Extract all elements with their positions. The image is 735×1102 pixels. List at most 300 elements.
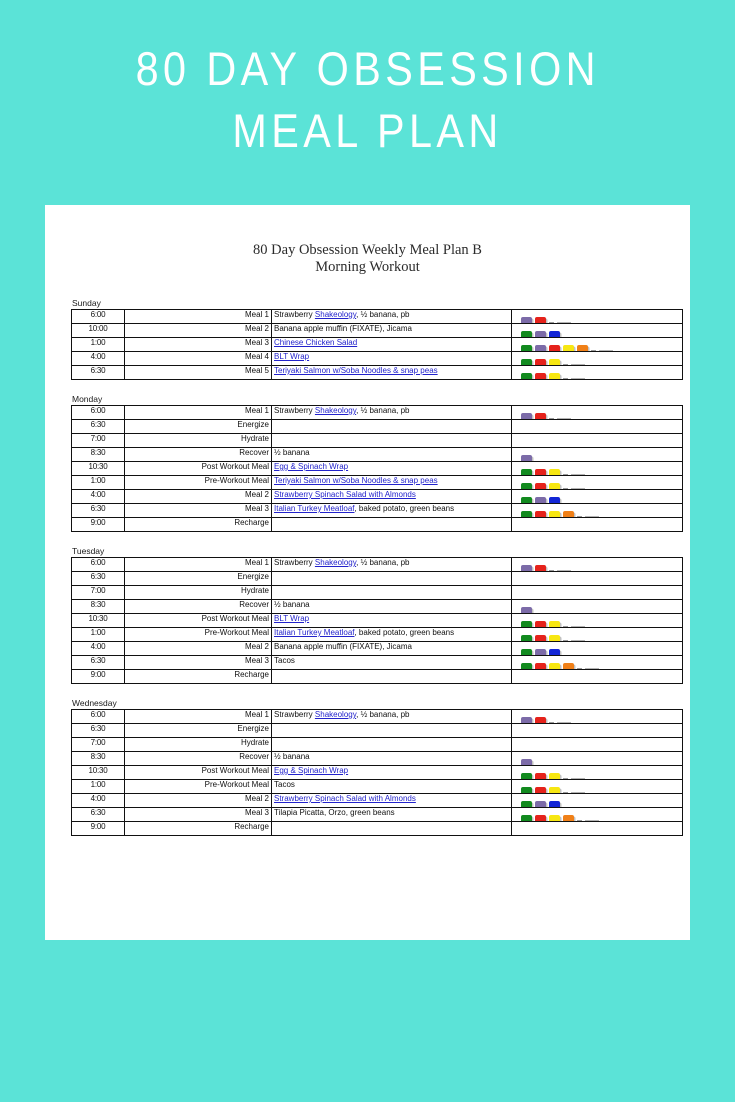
cell-meal-label: Post Workout Meal: [125, 614, 272, 628]
cell-food: [272, 710, 512, 724]
cell-food: [272, 420, 512, 434]
cell-time: 1:00: [72, 476, 125, 490]
food-text: Strawberry: [274, 558, 315, 567]
table-row: [72, 490, 683, 504]
cell-containers: [512, 518, 683, 532]
cell-time: 9:00: [72, 670, 125, 684]
food-text: Tacos: [274, 780, 295, 789]
cell-food: [272, 808, 512, 822]
recipe-link[interactable]: Teriyaki Salmon w/Soba Noodles & snap peas: [274, 366, 438, 375]
cell-time: 10:30: [72, 766, 125, 780]
table-row: [72, 406, 683, 420]
day-schedule-table: [71, 557, 683, 684]
day-block: [71, 546, 664, 684]
recipe-link[interactable]: Teriyaki Salmon w/Soba Noodles & snap peas: [274, 476, 438, 485]
food-text: ½ banana: [274, 448, 310, 457]
day-blocks-container: [45, 298, 690, 836]
table-row: [72, 366, 683, 380]
pin-header: [0, 0, 735, 200]
container-swatch-group: [521, 634, 585, 642]
day-block: [71, 394, 664, 532]
cell-containers: [512, 600, 683, 614]
cell-meal-label: Hydrate: [125, 434, 272, 448]
cell-containers: [512, 642, 683, 656]
cell-food: [272, 724, 512, 738]
container-swatch-group: [521, 648, 560, 656]
container-swatch-yellow-icon: [549, 359, 560, 366]
container-swatch-green-icon: [521, 497, 532, 504]
container-swatch-yellow-icon: [549, 773, 560, 780]
table-row: [72, 822, 683, 836]
container-swatch-red-icon: [535, 413, 546, 420]
cell-containers: [512, 628, 683, 642]
cell-meal-label: Post Workout Meal: [125, 462, 272, 476]
cell-containers: [512, 352, 683, 366]
container-swatch-red-icon: [535, 373, 546, 380]
cell-meal-label: Meal 1: [125, 310, 272, 324]
container-swatch-green-icon: [521, 649, 532, 656]
cell-time: 6:30: [72, 724, 125, 738]
container-swatch-group: [521, 786, 585, 794]
cell-containers: [512, 476, 683, 490]
cell-containers: [512, 366, 683, 380]
cell-containers: [512, 614, 683, 628]
container-swatch-red-icon: [535, 621, 546, 628]
cell-time: 8:30: [72, 448, 125, 462]
container-swatch-red-icon: [535, 565, 546, 572]
table-row: [72, 808, 683, 822]
document-title: [45, 205, 690, 276]
cell-containers: [512, 504, 683, 518]
container-swatch-group: [521, 468, 585, 476]
container-swatch-group: [521, 344, 613, 352]
recipe-link[interactable]: Chinese Chicken Salad: [274, 338, 358, 347]
table-row: [72, 462, 683, 476]
container-swatch-purple-icon: [521, 759, 532, 766]
cell-food: [272, 780, 512, 794]
cell-food: [272, 586, 512, 600]
table-row: [72, 476, 683, 490]
container-swatch-green-icon: [521, 815, 532, 822]
food-text: Tacos: [274, 656, 295, 665]
container-swatch-group: [521, 772, 585, 780]
cell-meal-label: Meal 3: [125, 338, 272, 352]
table-row: [72, 670, 683, 684]
container-swatch-red-icon: [535, 773, 546, 780]
container-swatch-blue-icon: [549, 649, 560, 656]
container-swatch-green-icon: [521, 787, 532, 794]
food-text: Strawberry: [274, 310, 315, 319]
cell-meal-label: Energize: [125, 572, 272, 586]
container-swatch-yellow-icon: [549, 621, 560, 628]
cell-containers: [512, 434, 683, 448]
container-swatch-group: [521, 606, 532, 614]
container-swatch-red-icon: [535, 717, 546, 724]
cell-meal-label: Energize: [125, 420, 272, 434]
container-swatch-group: [521, 316, 571, 324]
teaspoon-marker-icon: [563, 377, 585, 380]
cell-time: 6:00: [72, 710, 125, 724]
cell-time: 7:00: [72, 586, 125, 600]
food-text-tail: , ½ banana, pb: [356, 406, 410, 415]
cell-containers: [512, 752, 683, 766]
container-swatch-green-icon: [521, 373, 532, 380]
cell-time: 1:00: [72, 780, 125, 794]
container-swatch-red-icon: [549, 345, 560, 352]
cell-containers: [512, 586, 683, 600]
cell-time: 4:00: [72, 490, 125, 504]
cell-time: 4:00: [72, 642, 125, 656]
cell-meal-label: Energize: [125, 724, 272, 738]
cell-food: [272, 628, 512, 642]
container-swatch-group: [521, 716, 571, 724]
table-row: [72, 656, 683, 670]
document-title-line-2: Morning Workout: [315, 259, 420, 275]
cell-containers: [512, 324, 683, 338]
food-text: Strawberry: [274, 710, 315, 719]
cell-meal-label: Meal 1: [125, 710, 272, 724]
cell-meal-label: Recharge: [125, 822, 272, 836]
day-block: [71, 298, 664, 380]
cell-meal-label: Meal 5: [125, 366, 272, 380]
table-row: [72, 338, 683, 352]
cell-food: [272, 476, 512, 490]
cell-meal-label: Meal 2: [125, 642, 272, 656]
container-swatch-green-icon: [521, 359, 532, 366]
container-swatch-purple-icon: [521, 717, 532, 724]
cell-meal-label: Hydrate: [125, 738, 272, 752]
container-swatch-purple-icon: [535, 497, 546, 504]
container-swatch-purple-icon: [535, 345, 546, 352]
cell-food: [272, 752, 512, 766]
day-label: Monday: [72, 394, 103, 404]
table-row: [72, 352, 683, 366]
cell-containers: [512, 462, 683, 476]
cell-meal-label: Pre-Workout Meal: [125, 780, 272, 794]
container-swatch-orange-icon: [563, 815, 574, 822]
food-text-tail: , ½ banana, pb: [356, 558, 410, 567]
cell-meal-label: Meal 2: [125, 324, 272, 338]
recipe-link[interactable]: Italian Turkey Meatloaf: [274, 504, 355, 513]
table-row: [72, 572, 683, 586]
container-swatch-green-icon: [521, 511, 532, 518]
cell-time: 6:30: [72, 420, 125, 434]
day-label: Sunday: [72, 298, 101, 308]
food-text-tail: , baked potato, green beans: [354, 628, 455, 637]
food-text: ½ banana: [274, 752, 310, 761]
cell-meal-label: Post Workout Meal: [125, 766, 272, 780]
container-swatch-yellow-icon: [549, 511, 560, 518]
day-label: Wednesday: [72, 698, 117, 708]
cell-time: 10:00: [72, 324, 125, 338]
container-swatch-group: [521, 510, 599, 518]
container-swatch-group: [521, 758, 532, 766]
cell-food: [272, 558, 512, 572]
recipe-link[interactable]: Egg & Spinach Wrap: [274, 462, 349, 471]
cell-meal-label: Recharge: [125, 670, 272, 684]
table-row: [72, 738, 683, 752]
cell-containers: [512, 448, 683, 462]
cell-food: [272, 338, 512, 352]
cell-food: [272, 642, 512, 656]
container-swatch-yellow-icon: [563, 345, 574, 352]
day-label: Tuesday: [72, 546, 105, 556]
container-swatch-purple-icon: [535, 649, 546, 656]
food-text: Tilapia Picatta, Orzo, green beans: [274, 808, 395, 817]
container-swatch-red-icon: [535, 787, 546, 794]
recipe-link[interactable]: Shakeology: [314, 558, 357, 567]
food-text: Banana apple muffin (FIXATE), Jicama: [274, 642, 412, 651]
container-swatch-red-icon: [535, 815, 546, 822]
container-swatch-purple-icon: [521, 413, 532, 420]
recipe-link[interactable]: Shakeology: [314, 710, 357, 719]
container-swatch-green-icon: [521, 483, 532, 490]
container-swatch-group: [521, 330, 560, 338]
cell-food: [272, 462, 512, 476]
cell-time: 6:30: [72, 504, 125, 518]
container-swatch-group: [521, 358, 585, 366]
container-swatch-blue-icon: [549, 801, 560, 808]
container-swatch-green-icon: [521, 635, 532, 642]
cell-time: 7:00: [72, 738, 125, 752]
cell-time: 9:00: [72, 518, 125, 532]
cell-meal-label: Meal 2: [125, 794, 272, 808]
cell-containers: [512, 338, 683, 352]
cell-containers: [512, 420, 683, 434]
table-row: [72, 628, 683, 642]
cell-meal-label: Meal 3: [125, 656, 272, 670]
table-row: [72, 586, 683, 600]
table-row: [72, 558, 683, 572]
cell-time: 8:30: [72, 600, 125, 614]
container-swatch-yellow-icon: [549, 373, 560, 380]
recipe-link[interactable]: Strawberry Spinach Salad with Almonds: [274, 490, 416, 499]
recipe-link[interactable]: BLT Wrap: [274, 352, 310, 361]
container-swatch-orange-icon: [577, 345, 588, 352]
container-swatch-group: [521, 620, 585, 628]
meal-plan-paper-card: [45, 205, 690, 940]
recipe-link[interactable]: Shakeology: [314, 310, 357, 319]
container-swatch-purple-icon: [521, 317, 532, 324]
cell-time: 9:00: [72, 822, 125, 836]
cell-time: 1:00: [72, 338, 125, 352]
cell-time: 6:30: [72, 572, 125, 586]
cell-time: 7:00: [72, 434, 125, 448]
pin-title-line-2: MEAL PLAN: [232, 104, 503, 157]
cell-meal-label: Hydrate: [125, 586, 272, 600]
day-schedule-table: [71, 709, 683, 836]
container-swatch-group: [521, 564, 571, 572]
cell-meal-label: Meal 4: [125, 352, 272, 366]
cell-meal-label: Meal 1: [125, 558, 272, 572]
cell-containers: [512, 572, 683, 586]
container-swatch-yellow-icon: [549, 663, 560, 670]
cell-food: [272, 614, 512, 628]
cell-meal-label: Recover: [125, 600, 272, 614]
cell-time: 6:00: [72, 558, 125, 572]
container-swatch-group: [521, 454, 532, 462]
table-row: [72, 324, 683, 338]
cell-containers: [512, 780, 683, 794]
cell-food: [272, 504, 512, 518]
container-swatch-group: [521, 662, 599, 670]
container-swatch-orange-icon: [563, 511, 574, 518]
cell-meal-label: Recover: [125, 752, 272, 766]
cell-time: 6:30: [72, 808, 125, 822]
container-swatch-green-icon: [521, 773, 532, 780]
container-swatch-group: [521, 800, 560, 808]
cell-containers: [512, 558, 683, 572]
table-row: [72, 504, 683, 518]
container-swatch-blue-icon: [549, 331, 560, 338]
container-swatch-blue-icon: [549, 497, 560, 504]
cell-food: [272, 822, 512, 836]
container-swatch-green-icon: [521, 331, 532, 338]
container-swatch-red-icon: [535, 359, 546, 366]
container-swatch-green-icon: [521, 345, 532, 352]
container-swatch-red-icon: [535, 483, 546, 490]
container-swatch-green-icon: [521, 469, 532, 476]
container-swatch-red-icon: [535, 511, 546, 518]
cell-food: [272, 738, 512, 752]
cell-food: [272, 366, 512, 380]
cell-food: [272, 600, 512, 614]
container-swatch-red-icon: [535, 317, 546, 324]
food-text-tail: , ½ banana, pb: [356, 310, 410, 319]
container-swatch-group: [521, 496, 560, 504]
container-swatch-purple-icon: [535, 801, 546, 808]
cell-containers: [512, 794, 683, 808]
cell-food: [272, 310, 512, 324]
container-swatch-purple-icon: [535, 331, 546, 338]
cell-meal-label: Recharge: [125, 518, 272, 532]
cell-food: [272, 572, 512, 586]
container-swatch-yellow-icon: [549, 635, 560, 642]
cell-food: [272, 406, 512, 420]
container-swatch-yellow-icon: [549, 787, 560, 794]
table-row: [72, 614, 683, 628]
cell-containers: [512, 724, 683, 738]
cell-time: 1:00: [72, 628, 125, 642]
table-row: [72, 710, 683, 724]
table-row: [72, 642, 683, 656]
day-schedule-table: [71, 309, 683, 380]
cell-meal-label: Pre-Workout Meal: [125, 628, 272, 642]
table-row: [72, 518, 683, 532]
container-swatch-yellow-icon: [549, 815, 560, 822]
cell-containers: [512, 808, 683, 822]
food-text-tail: , ½ banana, pb: [356, 710, 410, 719]
day-schedule-table: [71, 405, 683, 532]
cell-containers: [512, 766, 683, 780]
container-swatch-group: [521, 814, 599, 822]
cell-containers: [512, 738, 683, 752]
cell-time: 4:00: [72, 352, 125, 366]
food-text: ½ banana: [274, 600, 310, 609]
container-swatch-green-icon: [521, 621, 532, 628]
table-row: [72, 448, 683, 462]
table-row: [72, 724, 683, 738]
day-block: [71, 698, 664, 836]
recipe-link[interactable]: BLT Wrap: [274, 614, 310, 623]
container-swatch-red-icon: [535, 663, 546, 670]
cell-time: 10:30: [72, 614, 125, 628]
cell-food: [272, 794, 512, 808]
container-swatch-purple-icon: [521, 455, 532, 462]
cell-containers: [512, 406, 683, 420]
pin-title-line-1: 80 DAY OBSESSION: [135, 42, 600, 95]
container-swatch-green-icon: [521, 663, 532, 670]
cell-food: [272, 448, 512, 462]
container-swatch-group: [521, 482, 585, 490]
table-row: [72, 794, 683, 808]
container-swatch-yellow-icon: [549, 483, 560, 490]
container-swatch-red-icon: [535, 635, 546, 642]
food-text: Banana apple muffin (FIXATE), Jicama: [274, 324, 412, 333]
container-swatch-green-icon: [521, 801, 532, 808]
cell-time: 6:30: [72, 656, 125, 670]
table-row: [72, 310, 683, 324]
table-row: [72, 420, 683, 434]
cell-time: 4:00: [72, 794, 125, 808]
cell-containers: [512, 670, 683, 684]
container-swatch-yellow-icon: [549, 469, 560, 476]
container-swatch-purple-icon: [521, 607, 532, 614]
table-row: [72, 600, 683, 614]
cell-food: [272, 518, 512, 532]
container-swatch-purple-icon: [521, 565, 532, 572]
cell-meal-label: Meal 3: [125, 504, 272, 518]
container-swatch-group: [521, 372, 585, 380]
cell-time: 6:30: [72, 366, 125, 380]
cell-food: [272, 490, 512, 504]
cell-food: [272, 656, 512, 670]
cell-food: [272, 434, 512, 448]
table-row: [72, 752, 683, 766]
cell-containers: [512, 822, 683, 836]
recipe-link[interactable]: Strawberry Spinach Salad with Almonds: [274, 794, 416, 803]
cell-containers: [512, 310, 683, 324]
cell-time: 8:30: [72, 752, 125, 766]
recipe-link[interactable]: Italian Turkey Meatloaf: [274, 628, 355, 637]
recipe-link[interactable]: Shakeology: [314, 406, 357, 415]
cell-food: [272, 766, 512, 780]
cell-time: 6:00: [72, 406, 125, 420]
cell-meal-label: Meal 2: [125, 490, 272, 504]
recipe-link[interactable]: Egg & Spinach Wrap: [274, 766, 349, 775]
food-text: Strawberry: [274, 406, 315, 415]
container-swatch-red-icon: [535, 469, 546, 476]
cell-containers: [512, 656, 683, 670]
cell-meal-label: Meal 1: [125, 406, 272, 420]
cell-meal-label: Meal 3: [125, 808, 272, 822]
cell-containers: [512, 710, 683, 724]
cell-food: [272, 324, 512, 338]
cell-containers: [512, 490, 683, 504]
food-text-tail: , baked potato, green beans: [354, 504, 455, 513]
container-swatch-orange-icon: [563, 663, 574, 670]
cell-food: [272, 352, 512, 366]
table-row: [72, 780, 683, 794]
cell-food: [272, 670, 512, 684]
container-swatch-group: [521, 412, 571, 420]
cell-meal-label: Recover: [125, 448, 272, 462]
cell-time: 6:00: [72, 310, 125, 324]
cell-meal-label: Pre-Workout Meal: [125, 476, 272, 490]
table-row: [72, 434, 683, 448]
table-row: [72, 766, 683, 780]
document-title-line-1: 80 Day Obsession Weekly Meal Plan B: [253, 242, 482, 258]
